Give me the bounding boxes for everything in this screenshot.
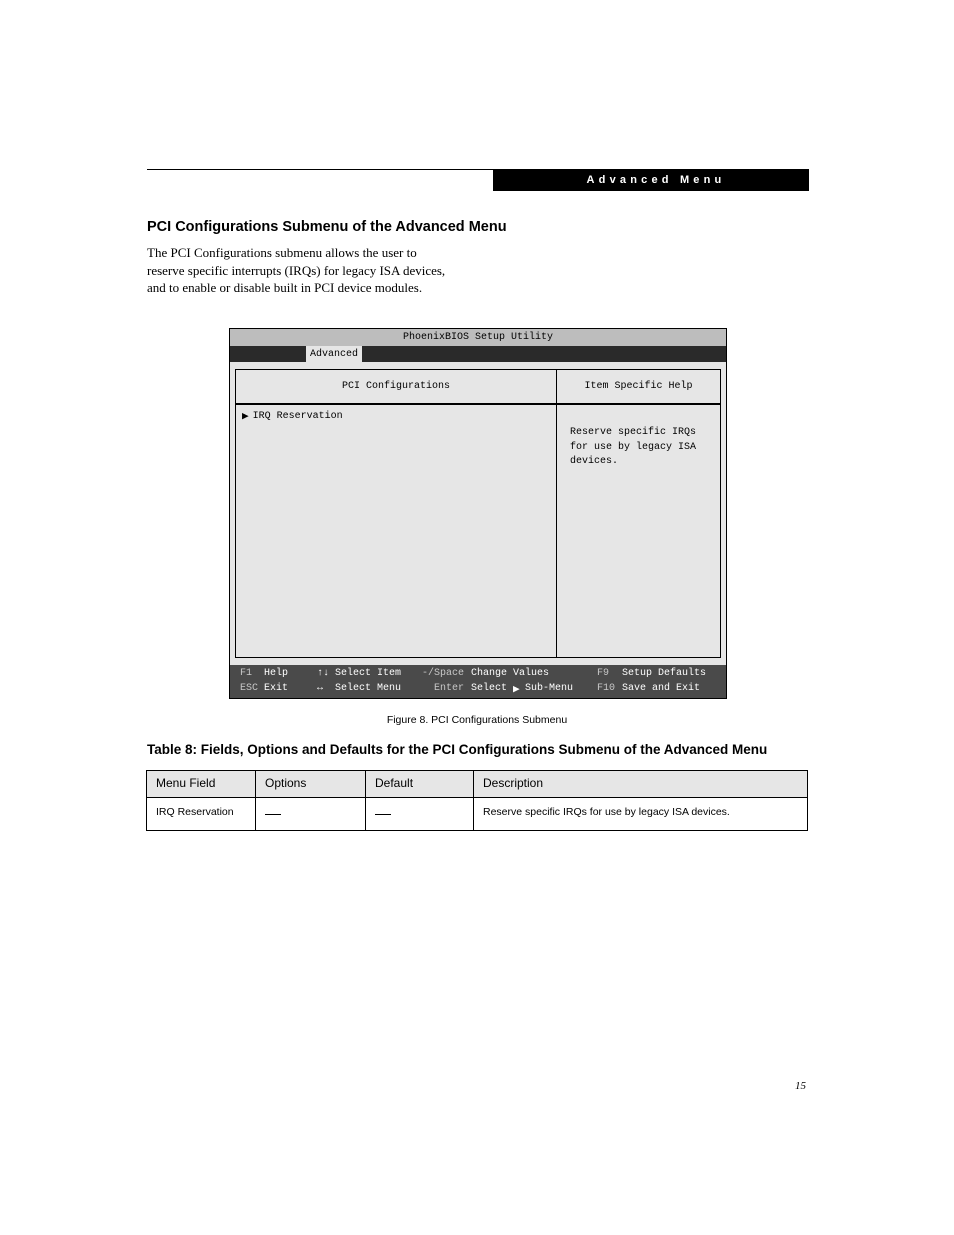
col-header-description: Description bbox=[474, 771, 808, 798]
key-esc: ESC bbox=[240, 683, 259, 694]
menu-item-label: IRQ Reservation bbox=[252, 411, 343, 422]
triangle-right-icon: ▶ bbox=[242, 410, 249, 423]
table-header-row bbox=[147, 771, 808, 798]
key-f9: F9 bbox=[597, 668, 610, 679]
col-header-menu-field: Menu Field bbox=[147, 771, 256, 798]
bios-footer bbox=[230, 665, 726, 698]
menu-item-irq-reservation[interactable] bbox=[242, 411, 343, 422]
cell-description: Reserve specific IRQs for use by legacy ISA devices. bbox=[474, 800, 808, 830]
intro-line: and to enable or disable built in PCI device modules. bbox=[147, 280, 423, 295]
figure-caption: Figure 8. PCI Configurations Submenu bbox=[386, 714, 568, 726]
cell-menu-field: IRQ Reservation bbox=[147, 800, 256, 830]
key-action-sub-menu: Sub-Menu bbox=[525, 683, 574, 694]
intro-line: The PCI Configurations submenu allows the user to bbox=[147, 245, 417, 260]
section-header-bar: Advanced Menu bbox=[493, 169, 809, 191]
left-pane-title: PCI Configurations bbox=[236, 370, 556, 405]
bios-menubar bbox=[230, 346, 726, 362]
col-header-options: Options bbox=[256, 771, 366, 798]
cell-default bbox=[366, 800, 474, 830]
help-text bbox=[570, 426, 696, 470]
key-action-select-menu: Select Menu bbox=[335, 683, 402, 694]
arrows-left-right-icon: ↔ bbox=[317, 683, 324, 694]
key-f10: F10 bbox=[597, 683, 616, 694]
bios-screenshot bbox=[229, 328, 727, 699]
help-line: devices. bbox=[570, 456, 619, 467]
cell-options bbox=[256, 800, 366, 830]
tab-advanced[interactable]: Advanced bbox=[306, 346, 362, 362]
bios-title: PhoenixBIOS Setup Utility bbox=[230, 329, 726, 346]
table-row bbox=[147, 800, 808, 830]
dash-mark bbox=[265, 814, 281, 815]
key-action-save-exit: Save and Exit bbox=[622, 683, 701, 694]
col-header-default: Default bbox=[366, 771, 474, 798]
key-enter: Enter bbox=[434, 683, 465, 694]
triangle-right-icon: ▶ bbox=[513, 684, 520, 696]
key-action-select-item: Select Item bbox=[335, 668, 402, 679]
bios-left-pane bbox=[235, 369, 557, 658]
table-title: Table 8: Fields, Options and Defaults for the PCI Configurations Submenu of the Advanced Menu bbox=[147, 742, 768, 757]
header-rule bbox=[147, 169, 493, 170]
bios-help-pane bbox=[557, 369, 721, 658]
help-line: Reserve specific IRQs bbox=[570, 427, 697, 438]
intro-paragraph bbox=[147, 244, 477, 297]
page-number: 15 bbox=[795, 1080, 806, 1092]
help-line: for use by legacy ISA bbox=[570, 441, 697, 453]
key-f1: F1 bbox=[240, 668, 253, 679]
help-pane-title: Item Specific Help bbox=[557, 370, 720, 405]
fields-table bbox=[146, 770, 808, 831]
intro-line: reserve specific interrupts (IRQs) for legacy ISA devices, bbox=[147, 262, 446, 278]
key-action-change-values: Change Values bbox=[471, 668, 550, 679]
key-action-help: Help bbox=[264, 668, 289, 679]
section-title: PCI Configurations Submenu of the Advanced Menu bbox=[147, 219, 507, 235]
key-space: -/Space bbox=[422, 668, 465, 679]
arrows-up-down-icon: ↑↓ bbox=[317, 668, 330, 679]
key-action-select: Select bbox=[471, 683, 508, 694]
key-action-exit: Exit bbox=[264, 683, 289, 694]
key-action-setup-defaults: Setup Defaults bbox=[622, 668, 707, 679]
dash-mark bbox=[375, 814, 391, 815]
